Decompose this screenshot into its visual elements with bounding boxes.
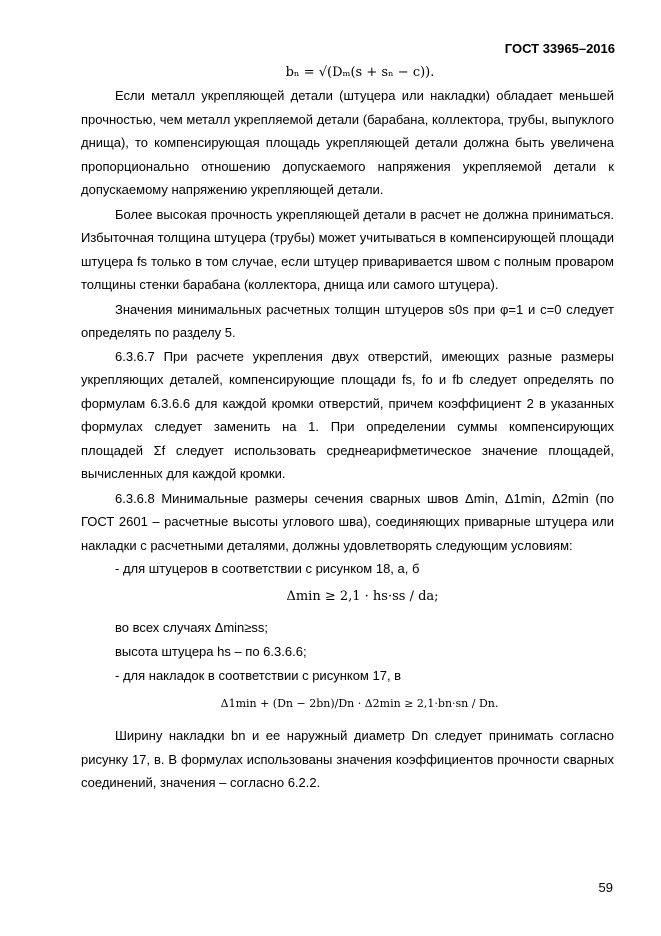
paragraph-min-thickness: Значения минимальных расчетных толщин штуцеров s0s при φ=1 и c=0 следует определять по разделу 5. bbox=[81, 301, 614, 340]
formula-weld-pad: Δ1min + (Dn − 2bn)/Dn · Δ2min ≥ 2,1·bn·sn / Dn. bbox=[220, 697, 499, 710]
standard-header: ГОСТ 33965–2016 bbox=[504, 41, 615, 56]
paragraph-nozzles: - для штуцеров в соответствии с рисунком 18, а, б bbox=[115, 561, 420, 576]
paragraph-6-3-6-7: 6.3.6.7 При расчете укрепления двух отверстий, имеющих разные размеры укрепляющих деталей, компенсирующие площади fs, fo и fb следует определять по формулам 6.3.6.6 для каждой кромки отверстий, причем коэффициент 2 в указанных формулах следует заменить на 1. При определении суммы компенсирующих площадей Σf следует использовать среднеарифметическое значение площадей, вычисленных для каждой кромки. bbox=[81, 348, 614, 481]
paragraph-higher-strength: Более высокая прочность укрепляющей детали в расчет не должна приниматься. Избыточная толщина штуцера (трубы) может учитываться в компенсирующей площади штуцера fs только в том случае, если штуцер приваривается швом с полным проваром толщины стенки барабана (коллектора, днища или самого штуцера). bbox=[81, 206, 614, 292]
formula-bn: bₙ = √(Dₘ(s + sₙ − c)). bbox=[285, 65, 435, 80]
page-body bbox=[81, 62, 614, 795]
paragraph-pad-width: Ширину накладки bn и ее наружный диаметр Dn следует принимать согласно рисунку 17, в. В формулах использованы значения коэффициентов прочности сварных соединений, значения – согласно 6.2.2. bbox=[81, 728, 614, 790]
paragraph-6-3-6-8: 6.3.6.8 Минимальные размеры сечения сварных швов Δmin, Δ1min, Δ2min (по ГОСТ 2601 – расчетные высоты углового шва), соединяющих приварные штуцера или накладки с расчетными деталями, должны удовлетворять следующим условиям: bbox=[81, 490, 614, 553]
paragraph-all-cases: во всех случаях Δmin≥ss; bbox=[115, 619, 269, 635]
page-number: 59 bbox=[598, 880, 613, 895]
paragraph-pads: - для накладок в соответствии с рисунком 17, в bbox=[115, 667, 402, 683]
paragraph-nozzle-height: высота штуцера hs – по 6.3.6.6; bbox=[115, 644, 307, 659]
paragraph-weaker-metal: Если металл укрепляющей детали (штуцера или накладки) обладает меньшей прочностью, чем металл укрепляемой детали (барабана, коллектора, трубы, выпуклого днища), то компенсирующая площадь укрепляющей детали должна быть увеличена пропорционально отношению допускаемого напряжения укрепляемой детали к допускаемому напряжению укрепляющей детали. bbox=[81, 88, 614, 197]
formula-weld-nozzle: Δmin ≥ 2,1 · hs·ss / da; bbox=[286, 588, 439, 604]
